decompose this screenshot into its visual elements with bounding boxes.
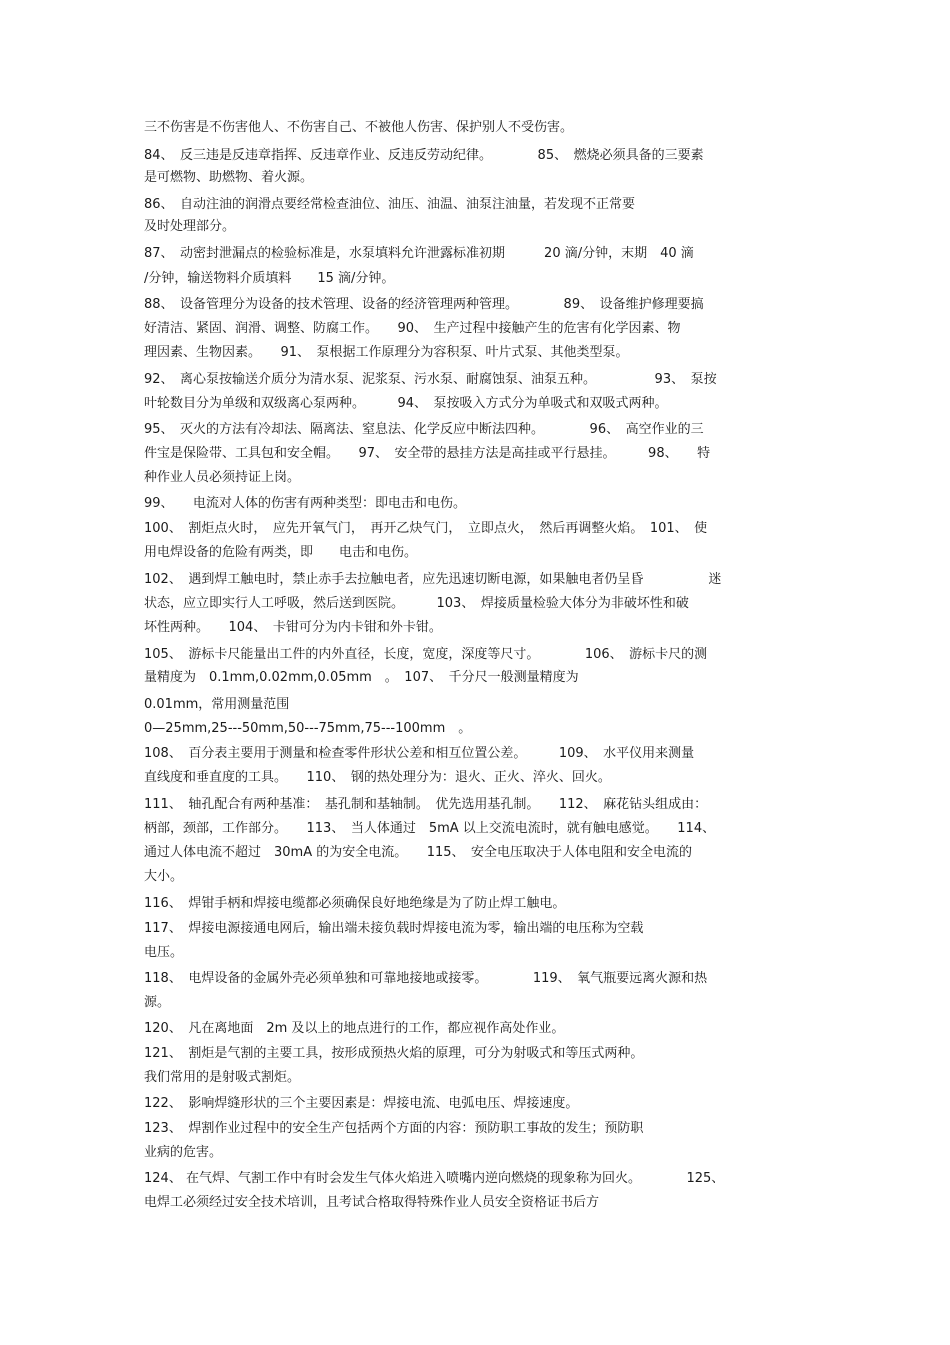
text-line: 叶轮数目分为单级和双级离心泵两种。 94、 泵按吸入方式分为单吸式和双吸式两种。 [144, 396, 668, 411]
text-line: 105、 游标卡尺能量出工件的内外直径，长度，宽度，深度等尺寸。 106、 游标卡尺的测 [144, 647, 708, 662]
text-line: 100、 割炬点火时， 应先开氧气门， 再开乙炔气门， 立即点火， 然后再调整火焰。 101、 使 [144, 521, 708, 536]
text-line: 124、 在气焊、气割工作中有时会发生气体火焰进入喷嘴内逆向燃烧的现象称为回火。 125、 [144, 1171, 725, 1186]
text-line: 99、 电流对人体的伤害有两种类型：即电击和电伤。 [144, 496, 467, 511]
text-line: 好清洁、紧固、润滑、调整、防腐工作。 90、 生产过程中接触产生的危害有化学因素、物 [144, 321, 681, 336]
text-line: 108、 百分表主要用于测量和检查零件形状公差和相互位置公差。 109、 水平仪用来测量 [144, 746, 695, 761]
text-line: 0—25mm,25---50mm,50---75mm,75---100mm 。 [144, 721, 472, 736]
text-line: 122、 影响焊缝形状的三个主要因素是：焊接电流、电弧电压、焊接速度。 [144, 1096, 579, 1111]
text-line: 直线度和垂直度的工具。 110、 钢的热处理分为：退火、正火、淬火、回火。 [144, 770, 611, 785]
text-line: 电焊工必须经过安全技术培训，且考试合格取得特殊作业人员安全资格证书后方 [144, 1195, 600, 1210]
text-line: 95、 灭火的方法有冷却法、隔离法、窒息法、化学反应中断法四种。 96、 高空作业的三 [144, 422, 704, 437]
text-line: 源。 [144, 995, 171, 1010]
text-line: 三不伤害是不伤害他人、不伤害自己、不被他人伤害、保护别人不受伤害。 [144, 120, 574, 135]
text-line: 大小。 [144, 869, 184, 884]
text-line: 量精度为 0.1mm,0.02mm,0.05mm 。 107、 千分尺一般测量精度为 [144, 670, 579, 685]
text-line: 92、 离心泵按输送介质分为清水泵、泥浆泵、污水泵、耐腐蚀泵、油泵五种。 93、 泵按 [144, 372, 717, 387]
text-line: 84、 反三违是反违章指挥、反违章作业、反违反劳动纪律。 85、 燃烧必须具备的三要素 [144, 148, 704, 163]
text-line: 理因素、生物因素。 91、 泵根据工作原理分为容积泵、叶片式泵、其他类型泵。 [144, 345, 629, 360]
text-line: 状态，应立即实行人工呼吸，然后送到医院。 103、 焊接质量检验大体分为非破坏性和破 [144, 596, 689, 611]
text-line: 柄部，颈部，工作部分。 113、 当人体通过 5mA 以上交流电流时，就有触电感觉。 114、 [144, 821, 716, 836]
text-line: /分钟，输送物料介质填料 15 滴/分钟。 [144, 271, 395, 286]
text-line: 121、 割炬是气割的主要工具，按形成预热火焰的原理，可分为射吸式和等压式两种。 [144, 1046, 644, 1061]
text-line: 种作业人员必须持证上岗。 [144, 470, 301, 485]
text-line: 86、 自动注油的润滑点要经常检查油位、油压、油温、油泵注油量，若发现不正常要 [144, 197, 636, 212]
text-line: 坏性两种。 104、 卡钳可分为内卡钳和外卡钳。 [144, 620, 442, 635]
text-line: 业病的危害。 [144, 1145, 223, 1160]
text-line: 通过人体电流不超过 30mA 的为安全电流。 115、 安全电压取决于人体电阻和安全电流的 [144, 845, 693, 860]
text-line: 88、 设备管理分为设备的技术管理、设备的经济管理两种管理。 89、 设备维护修理要搞 [144, 297, 704, 312]
text-line: 123、 焊割作业过程中的安全生产包括两个方面的内容：预防职工事故的发生；预防职 [144, 1121, 644, 1136]
text-line: 87、 动密封泄漏点的检验标准是，水泵填料允许泄露标准初期 20 滴/分钟，末期 40 滴 [144, 246, 694, 261]
text-line: 111、 轴孔配合有两种基准： 基孔制和基轴制。 优先选用基孔制。 112、 麻花钻头组成由： [144, 797, 708, 812]
text-line: 电压。 [144, 945, 184, 960]
text-line: 120、 凡在离地面 2m 及以上的地点进行的工作，都应视作高处作业。 [144, 1021, 565, 1036]
text-line: 件宝是保险带、工具包和安全帽。 97、 安全带的悬挂方法是高挂或平行悬挂。 98、 特 [144, 446, 711, 461]
text-line: 用电焊设备的危险有两类，即 电击和电伤。 [144, 545, 418, 560]
text-line: 我们常用的是射吸式割炬。 [144, 1070, 301, 1085]
text-line: 及时处理部分。 [144, 219, 236, 234]
text-line: 117、 焊接电源接通电网后，输出端未接负载时焊接电流为零，输出端的电压称为空载 [144, 921, 644, 936]
text-line: 是可燃物、助燃物、着火源。 [144, 170, 314, 185]
text-line: 118、 电焊设备的金属外壳必须单独和可靠地接地或接零。 119、 氧气瓶要远离火源和热 [144, 971, 708, 986]
text-line: 116、 焊钳手柄和焊接电缆都必须确保良好地绝缘是为了防止焊工触电。 [144, 896, 566, 911]
text-line: 102、 遇到焊工触电时，禁止赤手去拉触电者，应先迅速切断电源，如果触电者仍呈昏 迷 [144, 572, 722, 587]
text-line: 0.01mm，常用测量范围 [144, 697, 290, 712]
